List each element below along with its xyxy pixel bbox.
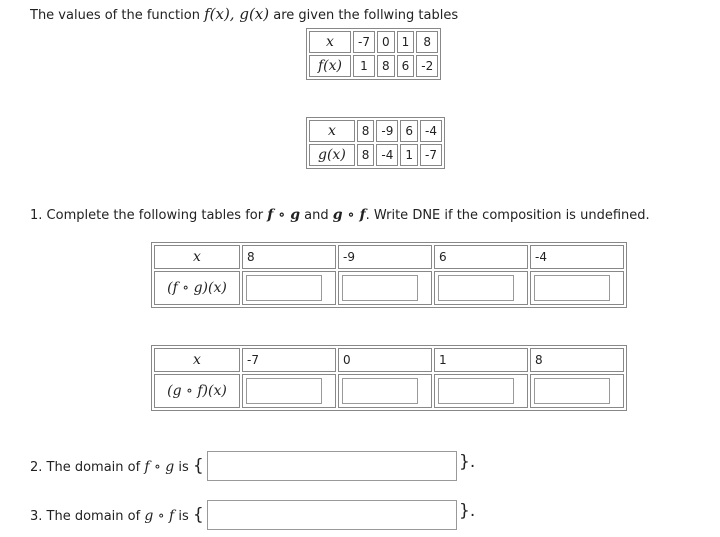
gof-answer-input-4[interactable] (534, 378, 610, 404)
table-f-fx-cell: 8 (377, 55, 395, 77)
table-gof-answer-cell (242, 374, 336, 408)
fog-answer-input-2[interactable] (342, 275, 418, 301)
table-gof-gof-label: (g ∘ f)(x) (154, 374, 240, 408)
table-g-x-label: x (309, 120, 355, 142)
question-1-gof: g ∘ f (332, 207, 366, 223)
table-gof-x-cell: 1 (434, 348, 528, 372)
table-fog-row-answers (154, 271, 624, 305)
table-f-x-cell: 8 (416, 31, 438, 53)
table-gof-answer-cell (530, 374, 624, 408)
table-gof-answer-cell (434, 374, 528, 408)
question-2-prefix: 2. The domain of (30, 460, 145, 475)
intro-suffix: are given the follwing tables (269, 8, 459, 23)
table-f-x-cell: 1 (397, 31, 415, 53)
table-fog-x-cell: -9 (338, 245, 432, 269)
table-f-fx-label: f(x) (309, 55, 351, 77)
table-g-x-cell: -9 (376, 120, 398, 142)
question-3-fn: g ∘ f (144, 508, 175, 524)
question-3-text (30, 505, 204, 525)
table-g-x-cell: 8 (357, 120, 375, 142)
table-g-row-x (309, 120, 442, 142)
intro-prefix: The values of the function (30, 8, 205, 23)
table-gof-x-cell: 0 (338, 348, 432, 372)
question-3-prefix: 3. The domain of (30, 509, 145, 524)
fog-answer-input-1[interactable] (246, 275, 322, 301)
question-3-open-brace: { (192, 505, 204, 525)
table-f-row-fx (309, 55, 438, 77)
table-g-gx-label: g(x) (309, 144, 355, 166)
table-fog-answer-cell (242, 271, 336, 305)
table-g-gx-cell: -4 (376, 144, 398, 166)
table-g (306, 117, 445, 169)
table-f-row-x (309, 31, 438, 53)
table-fog-fog-label: (f ∘ g)(x) (154, 271, 240, 305)
question-3-is: is (174, 509, 193, 524)
table-g-gx-cell: 8 (357, 144, 375, 166)
gof-answer-input-2[interactable] (342, 378, 418, 404)
table-f-fx-cell: 1 (353, 55, 375, 77)
table-fog (151, 242, 627, 308)
question-2-is: is (174, 460, 193, 475)
table-fog-answer-cell (434, 271, 528, 305)
table-fog-x-cell: 8 (242, 245, 336, 269)
gof-answer-input-1[interactable] (246, 378, 322, 404)
question-1-mid: and (300, 208, 333, 223)
question-3-close-brace: }. (459, 501, 476, 521)
domain-gof-input[interactable] (207, 500, 457, 530)
table-f (306, 28, 441, 80)
table-fog-row-x (154, 245, 624, 269)
table-g-gx-cell: 1 (400, 144, 418, 166)
question-1-suffix: . Write DNE if the composition is undefined. (365, 208, 650, 223)
question-1-text (30, 207, 650, 223)
table-f-x-cell: -7 (353, 31, 375, 53)
question-2-fn: f ∘ g (144, 459, 175, 475)
intro-functions: f(x), g(x) (204, 5, 270, 23)
question-2-open-brace: { (192, 456, 204, 476)
table-gof-x-cell: -7 (242, 348, 336, 372)
question-2-close-brace: }. (459, 452, 476, 472)
question-1-prefix: 1. Complete the following tables for (30, 208, 268, 223)
fog-answer-input-3[interactable] (438, 275, 514, 301)
table-g-gx-cell: -7 (420, 144, 442, 166)
table-gof-answer-cell (338, 374, 432, 408)
table-gof-x-label: x (154, 348, 240, 372)
table-gof-row-x (154, 348, 624, 372)
table-fog-x-cell: 6 (434, 245, 528, 269)
table-g-x-cell: -4 (420, 120, 442, 142)
table-f-fx-cell: -2 (416, 55, 438, 77)
table-fog-answer-cell (338, 271, 432, 305)
table-fog-x-label: x (154, 245, 240, 269)
table-f-x-cell: 0 (377, 31, 395, 53)
domain-fog-input[interactable] (207, 451, 457, 481)
table-f-x-label: x (309, 31, 351, 53)
table-gof-x-cell: 8 (530, 348, 624, 372)
table-gof (151, 345, 627, 411)
question-2-text (30, 456, 204, 476)
question-1-fog: f ∘ g (267, 207, 301, 223)
table-f-fx-cell: 6 (397, 55, 415, 77)
intro-text (30, 5, 458, 23)
table-g-x-cell: 6 (400, 120, 418, 142)
table-fog-x-cell: -4 (530, 245, 624, 269)
table-g-row-gx (309, 144, 442, 166)
table-fog-answer-cell (530, 271, 624, 305)
fog-answer-input-4[interactable] (534, 275, 610, 301)
gof-answer-input-3[interactable] (438, 378, 514, 404)
table-gof-row-answers (154, 374, 624, 408)
